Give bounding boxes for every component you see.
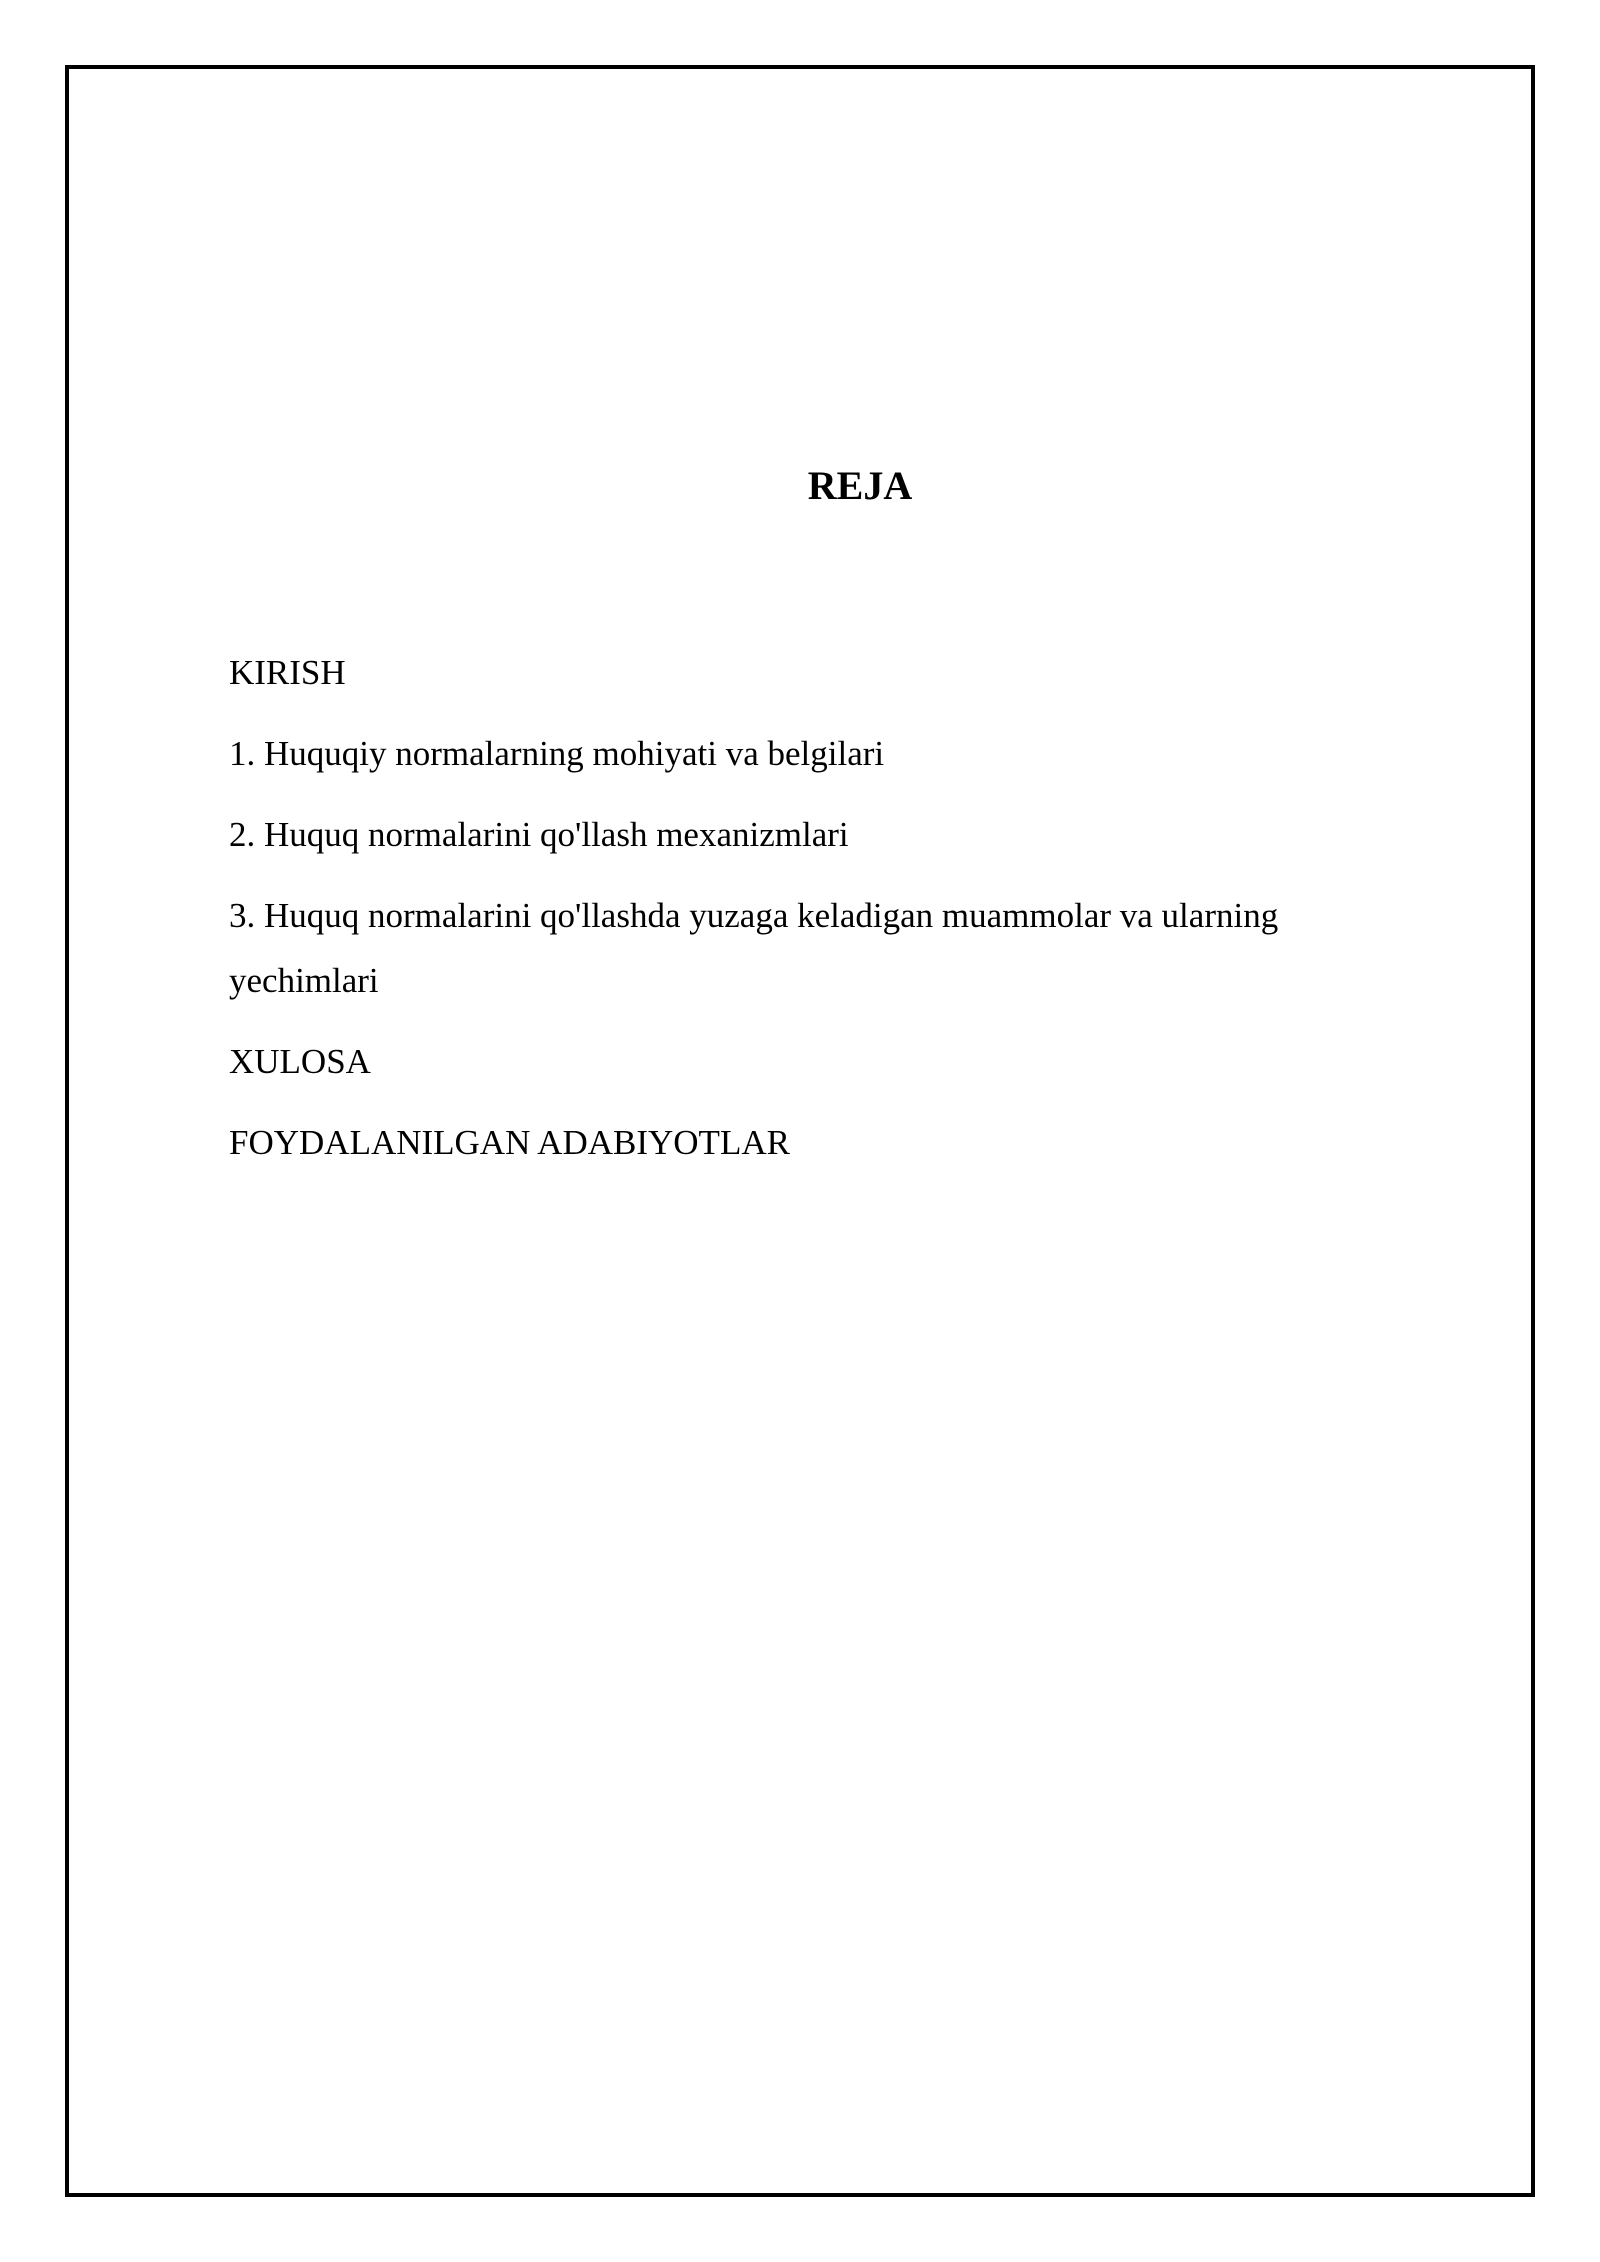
plan-item-2: 2. Huquq normalarini qo'llash mexanizmlari [229,815,849,854]
plan-item-1: 1. Huquqiy normalarning mohiyati va belgilari [229,734,885,773]
plan-item-3: 3. Huquq normalarini qo'llashda yuzaga keladigan muammolar va ularning yechimlari [229,896,1279,1000]
plan-item-introduction: KIRISH [229,653,346,692]
plan-item-references: FOYDALANILGAN ADABIYOTLAR [229,1123,790,1162]
plan-title: REJA [807,463,913,508]
plan-item-conclusion: XULOSA [229,1042,371,1081]
plan-list [229,640,1399,1191]
